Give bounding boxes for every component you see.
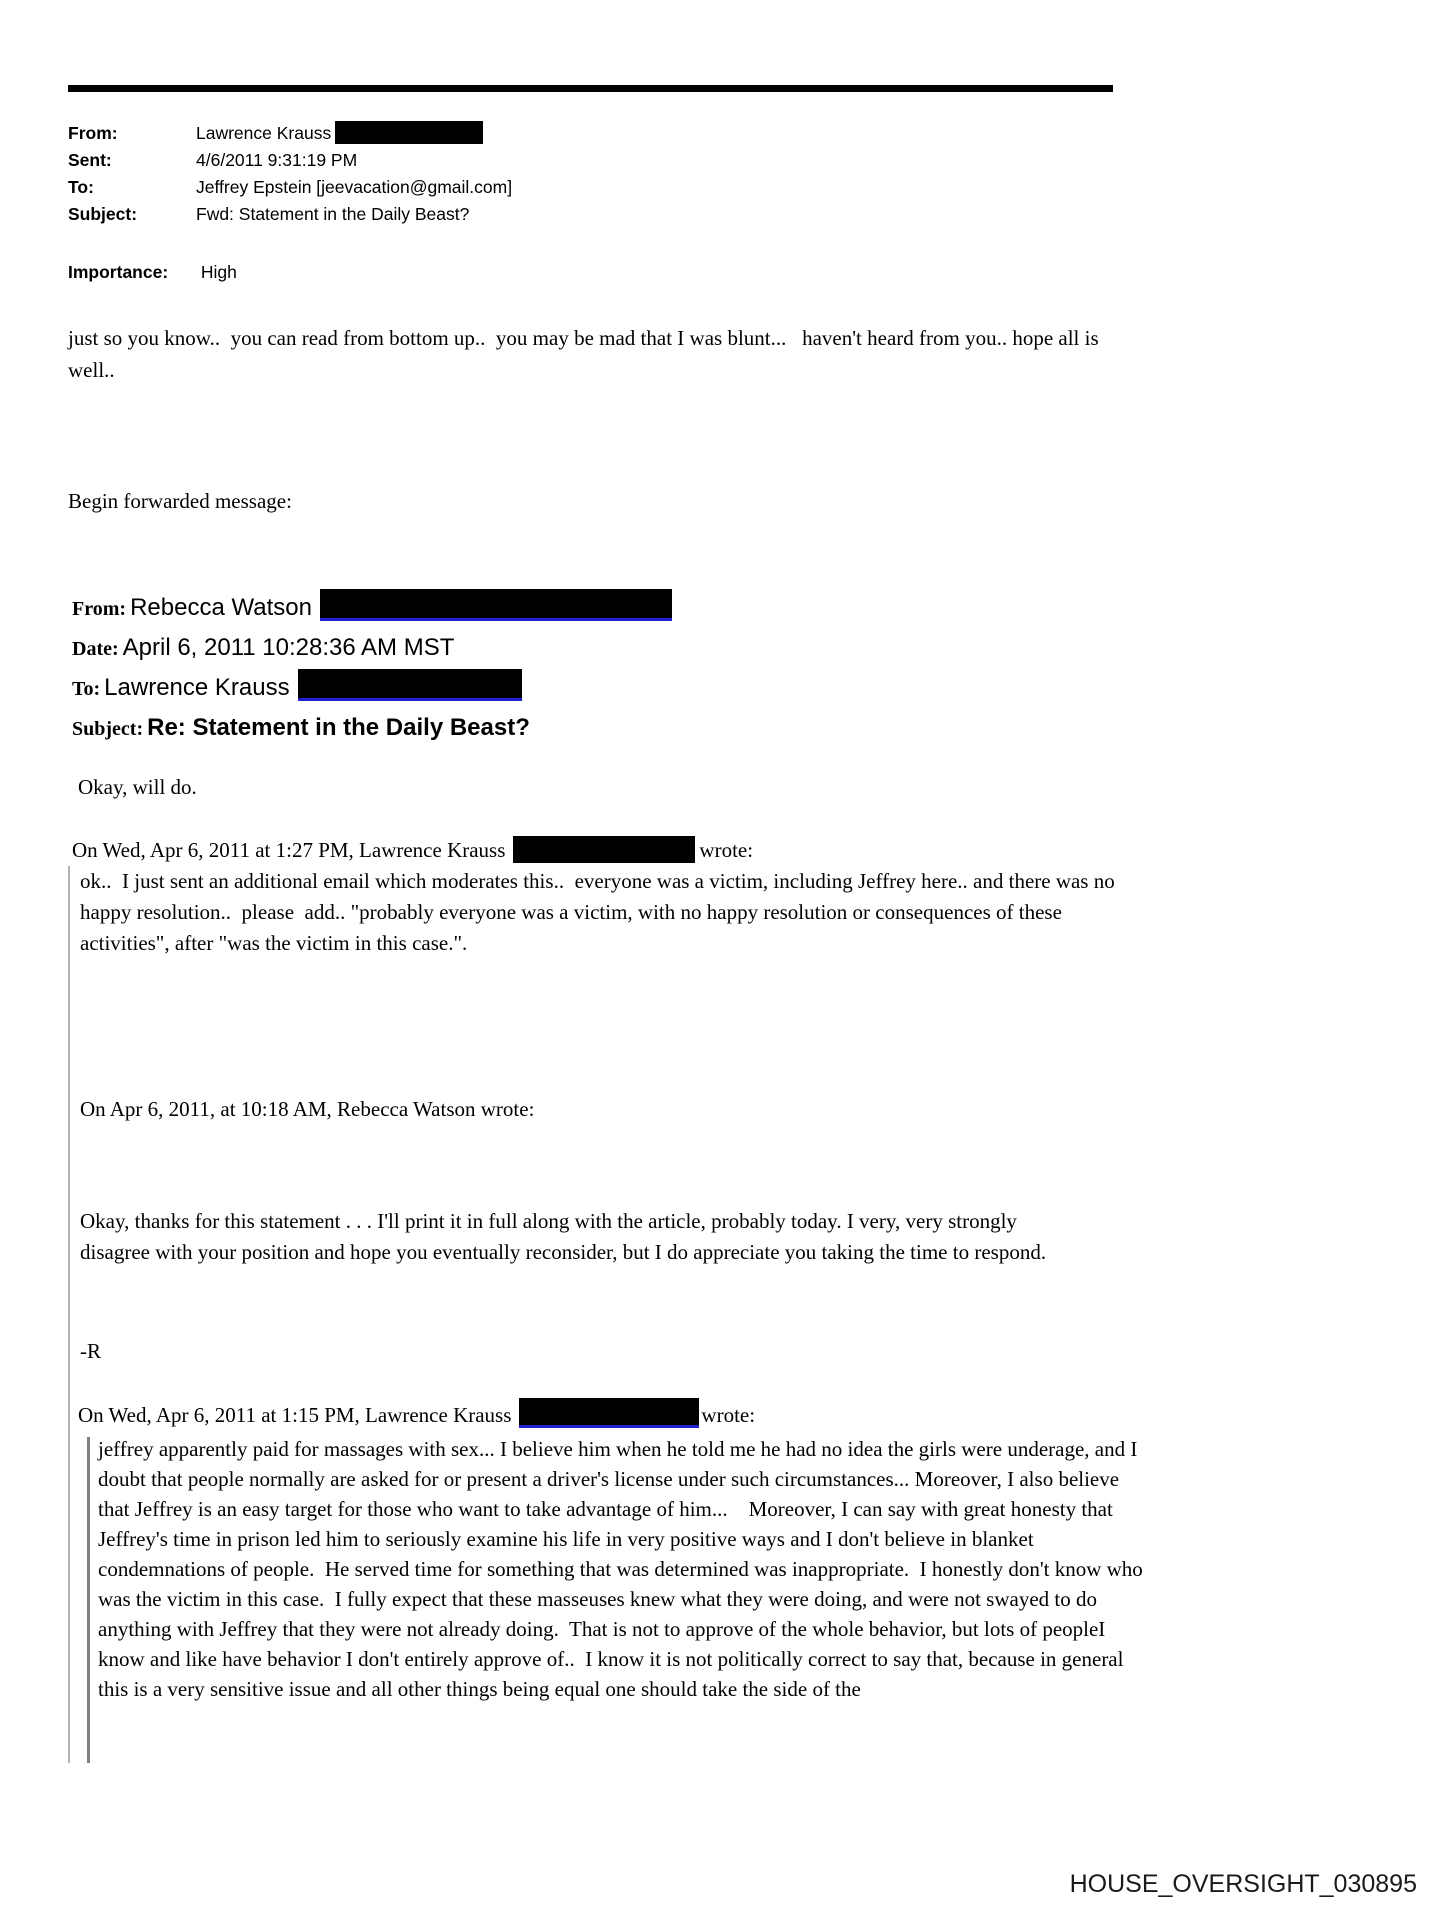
- to-value: Jeffrey Epstein [jeevacation@gmail.com]: [196, 177, 513, 197]
- redaction-bar-127pm: [513, 836, 695, 863]
- fwd-to-label: To:: [72, 678, 101, 700]
- forwarded-header-block: [72, 589, 672, 749]
- fwd-from-label: From:: [72, 598, 127, 620]
- attribution-115pm-suffix: wrote:: [701, 1403, 756, 1427]
- header-row-to: [68, 174, 512, 201]
- subject-label: Subject:: [68, 204, 138, 224]
- message-intro-text: just so you know.. you can read from bottom up.. you may be mad that I was blunt... haven't heard from you.. hope all is well..: [68, 326, 1104, 382]
- quoted-text-115pm: jeffrey apparently paid for massages with sex... I believe him when he told me he had no idea the girls were underage, and I doubt that people normally are asked for or present a driver's license under such circumstances... Moreover, I also believe that Jeffrey is an easy target for those who want to take advantage of him... Moreover, I can say with great honesty that Jeffrey's time in prison led him to seriously examine his life in very positive ways and I don't believe in blanket condemnations of people. He served time for something that was determined was inappropriate. I honestly don't know who was the victim in this case. I fully expect that these masseuses knew what they were doing, and were not swayed to do anything with Jeffrey that they were not already doing. That is not to approve of the whole behavior, but lots of peopleI know and like have behavior I don't entirely approve of.. I know it is not politically correct to say that, because in general this is a very sensitive issue and all other things being equal one should take the side of the: [98, 1437, 1149, 1701]
- sent-label: Sent:: [68, 150, 112, 170]
- watson-signature: -R: [80, 1339, 101, 1363]
- redaction-bar-from-address: [335, 121, 483, 144]
- redaction-bar-watson-email: [320, 589, 672, 621]
- begin-forwarded-notice: Begin forwarded message:: [68, 489, 292, 513]
- from-name: Lawrence Krauss: [196, 123, 332, 143]
- fwd-row-to: [72, 669, 672, 709]
- fwd-row-subject: [72, 709, 672, 749]
- subject-value: Fwd: Statement in the Daily Beast?: [196, 204, 470, 224]
- reply-ack-text: Okay, will do.: [78, 775, 197, 799]
- email-header-block: [68, 120, 512, 228]
- redaction-bar-115pm: [519, 1398, 699, 1428]
- importance-value: High: [200, 262, 237, 282]
- header-divider-rule: [68, 85, 1113, 92]
- watson-reply-text: Okay, thanks for this statement . . . I'll print it in full along with the article, probably today. I very, very strongly disagree with your position and hope you eventually reconsider, but I do appreciate you taking the time to respond.: [80, 1209, 1047, 1264]
- to-label: To:: [68, 177, 94, 197]
- redaction-bar-krauss-email: [298, 669, 522, 701]
- sent-value: 4/6/2011 9:31:19 PM: [196, 150, 358, 170]
- quote-level1-bar: [68, 866, 70, 1763]
- importance-label: Importance:: [68, 262, 169, 282]
- from-label: From:: [68, 123, 118, 143]
- attribution-127pm-suffix: wrote:: [699, 838, 754, 862]
- attribution-127pm-prefix: On Wed, Apr 6, 2011 at 1:27 PM, Lawrence Krauss: [72, 838, 506, 862]
- quoted-text-127pm: ok.. I just sent an additional email which moderates this.. everyone was a victim, including Jeffrey here.. and there was no happy resolution.. please add.. "probably everyone was a victim, with no happy resolution or consequences of these activities", after "was the victim in this case.".: [80, 869, 1120, 955]
- attribution-115pm-prefix: On Wed, Apr 6, 2011 at 1:15 PM, Lawrence Krauss: [78, 1403, 512, 1427]
- attribution-127pm: [72, 835, 1172, 866]
- fwd-date-value: April 6, 2011 10:28:36 AM MST: [122, 634, 455, 661]
- header-row-from: [68, 120, 512, 147]
- bates-number: HOUSE_OVERSIGHT_030895: [1069, 1870, 1417, 1898]
- fwd-row-date: [72, 629, 672, 669]
- attribution-115pm: [78, 1398, 1178, 1431]
- header-row-subject: [68, 201, 512, 228]
- fwd-from-value: Rebecca Watson: [130, 594, 312, 621]
- quote-level2-bar: [87, 1437, 90, 1763]
- fwd-row-from: [72, 589, 672, 629]
- fwd-subject-value: Re: Statement in the Daily Beast?: [147, 714, 530, 741]
- from-value: [196, 120, 483, 147]
- header-row-sent: [68, 147, 512, 174]
- attribution-1018am: On Apr 6, 2011, at 10:18 AM, Rebecca Watson wrote:: [80, 1097, 535, 1121]
- fwd-subject-label: Subject:: [72, 718, 144, 740]
- fwd-to-value: Lawrence Krauss: [104, 674, 290, 701]
- importance-row: [68, 262, 237, 283]
- fwd-date-label: Date:: [72, 638, 119, 660]
